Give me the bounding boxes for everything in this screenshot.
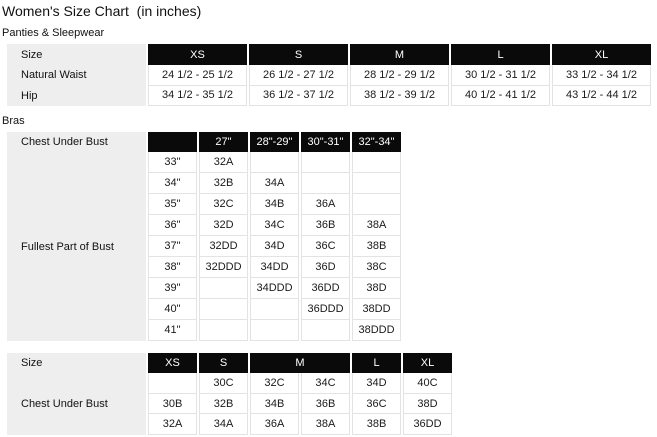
bra-size-cell: 38A xyxy=(352,215,401,236)
size-header-xl: XL xyxy=(403,353,452,373)
bras-data-grid xyxy=(148,132,401,341)
bra-size-cell: 38C xyxy=(352,257,401,278)
bra-size-cell: 36C xyxy=(352,394,401,415)
bra-size-cell: 38D xyxy=(403,394,452,415)
bra-size-cell: 32A xyxy=(148,414,197,435)
bust-measurement: 35" xyxy=(148,194,197,215)
bra-size-cell xyxy=(250,299,299,320)
bra-size-cell: 34D xyxy=(352,373,401,394)
bra-size-cell: 32DD xyxy=(199,236,248,257)
bra-size-cell: 34A xyxy=(250,173,299,194)
section-label-panties-sleepwear: Panties & Sleepwear xyxy=(2,27,105,39)
size-header-l: L xyxy=(451,44,550,65)
bra-size-cell: 36DD xyxy=(403,414,452,435)
bra-size-cell: 34B xyxy=(250,194,299,215)
bra-size-cell: 38B xyxy=(352,414,401,435)
bust-measurement: 38" xyxy=(148,257,197,278)
bra-size-conversion-table xyxy=(7,353,657,435)
bra-size-cell: 38DDD xyxy=(352,320,401,341)
bra-size-cell xyxy=(301,320,350,341)
size-header-s: S xyxy=(249,44,348,65)
panties-row-label-column xyxy=(7,44,146,106)
panties-data-grid xyxy=(148,44,651,106)
bras-fit-table xyxy=(7,132,657,341)
bust-measurement: 33" xyxy=(148,152,197,173)
bra-size-cell xyxy=(199,278,248,299)
bra-size-cell: 34C xyxy=(250,215,299,236)
bra-size-cell: 36DD xyxy=(301,278,350,299)
row-label-size: Size xyxy=(21,357,43,369)
bra-size-cell: 40C xyxy=(403,373,452,394)
size-header-l: L xyxy=(352,353,401,373)
bra-size-cell: 38DD xyxy=(352,299,401,320)
bra-size-cell: 30C xyxy=(199,373,248,394)
size-header-xs: XS xyxy=(148,353,197,373)
bra-size-cell: 36B xyxy=(301,215,350,236)
bra-size-cell: 36A xyxy=(250,414,299,435)
bra-size-cell: 34DDD xyxy=(250,278,299,299)
bras-row-label-column xyxy=(7,132,146,341)
bra-size-cell: 34B xyxy=(250,394,299,415)
row-label-size: Size xyxy=(21,48,43,61)
size-header-m: M xyxy=(250,353,350,373)
bust-measurement: 40" xyxy=(148,299,197,320)
bra-size-cell: 32B xyxy=(199,173,248,194)
bra-size-cell: 32D xyxy=(199,215,248,236)
size-header-m: M xyxy=(350,44,449,65)
bra-size-cell xyxy=(148,373,197,394)
chest-header-30-31: 30"-31" xyxy=(301,132,350,152)
natural-waist-cell: 26 1/2 - 27 1/2 xyxy=(249,65,348,86)
hip-cell: 38 1/2 - 39 1/2 xyxy=(350,86,449,107)
bra-size-cell xyxy=(352,152,401,173)
bra-size-cell xyxy=(301,173,350,194)
bra-size-cell: 36C xyxy=(301,236,350,257)
size-header-s: S xyxy=(199,353,248,373)
row-label-natural-waist: Natural Waist xyxy=(21,69,87,82)
bra-size-cell: 36D xyxy=(301,257,350,278)
bra-size-cell: 34A xyxy=(199,414,248,435)
bra-size-cell xyxy=(250,152,299,173)
hip-cell: 36 1/2 - 37 1/2 xyxy=(249,86,348,107)
bra-size-cell: 34D xyxy=(250,236,299,257)
bra-size-cell: 38A xyxy=(301,414,350,435)
bra-size-cell: 32C xyxy=(250,373,299,394)
bra-sizes-data-grid xyxy=(148,353,452,435)
bust-measurement: 34" xyxy=(148,173,197,194)
bra-size-cell: 38B xyxy=(352,236,401,257)
bra-size-cell xyxy=(199,299,248,320)
chest-header-blank xyxy=(148,132,197,152)
bra-size-cell: 30B xyxy=(148,394,197,415)
bra-size-cell: 32C xyxy=(199,194,248,215)
row-label-chest-under-bust: Chest Under Bust xyxy=(21,398,108,411)
bra-size-cell xyxy=(250,320,299,341)
natural-waist-cell: 24 1/2 - 25 1/2 xyxy=(148,65,247,86)
natural-waist-cell: 30 1/2 - 31 1/2 xyxy=(451,65,550,86)
page-title: Women's Size Chart (in inches) xyxy=(2,3,202,19)
bust-measurement: 41" xyxy=(148,320,197,341)
bra-size-cell xyxy=(301,152,350,173)
size-header-xs: XS xyxy=(148,44,247,65)
chest-header-27: 27" xyxy=(199,132,248,152)
row-label-hip: Hip xyxy=(21,89,38,102)
bust-measurement: 36" xyxy=(148,215,197,236)
bra-size-cell: 36A xyxy=(301,194,350,215)
bra-size-cell: 34C xyxy=(301,373,350,394)
bra-size-cell xyxy=(352,173,401,194)
chest-header-32-34: 32"-34" xyxy=(352,132,401,152)
row-label-fullest-part-of-bust: Fullest Part of Bust xyxy=(21,240,114,253)
bra-size-cell: 32B xyxy=(199,394,248,415)
bust-measurement: 39" xyxy=(148,278,197,299)
bra-size-cell: 32A xyxy=(199,152,248,173)
bra-size-cell: 38D xyxy=(352,278,401,299)
hip-cell: 34 1/2 - 35 1/2 xyxy=(148,86,247,107)
bra-sizes-row-label-column xyxy=(7,353,146,435)
bra-size-cell: 34DD xyxy=(250,257,299,278)
hip-cell: 40 1/2 - 41 1/2 xyxy=(451,86,550,107)
bra-size-cell xyxy=(352,194,401,215)
section-label-bras: Bras xyxy=(2,115,25,127)
bra-size-cell: 36DDD xyxy=(301,299,350,320)
row-label-chest-under-bust: Chest Under Bust xyxy=(21,136,108,148)
bust-measurement: 37" xyxy=(148,236,197,257)
hip-cell: 43 1/2 - 44 1/2 xyxy=(552,86,651,107)
bra-size-cell: 32DDD xyxy=(199,257,248,278)
bra-size-cell: 36B xyxy=(301,394,350,415)
natural-waist-cell: 33 1/2 - 34 1/2 xyxy=(552,65,651,86)
bra-size-cell xyxy=(199,320,248,341)
row-label-blank xyxy=(7,373,146,394)
chest-header-28-29: 28"-29" xyxy=(250,132,299,152)
panties-sleepwear-table xyxy=(7,44,657,106)
row-label-blank xyxy=(7,414,146,435)
natural-waist-cell: 28 1/2 - 29 1/2 xyxy=(350,65,449,86)
size-header-xl: XL xyxy=(552,44,651,65)
